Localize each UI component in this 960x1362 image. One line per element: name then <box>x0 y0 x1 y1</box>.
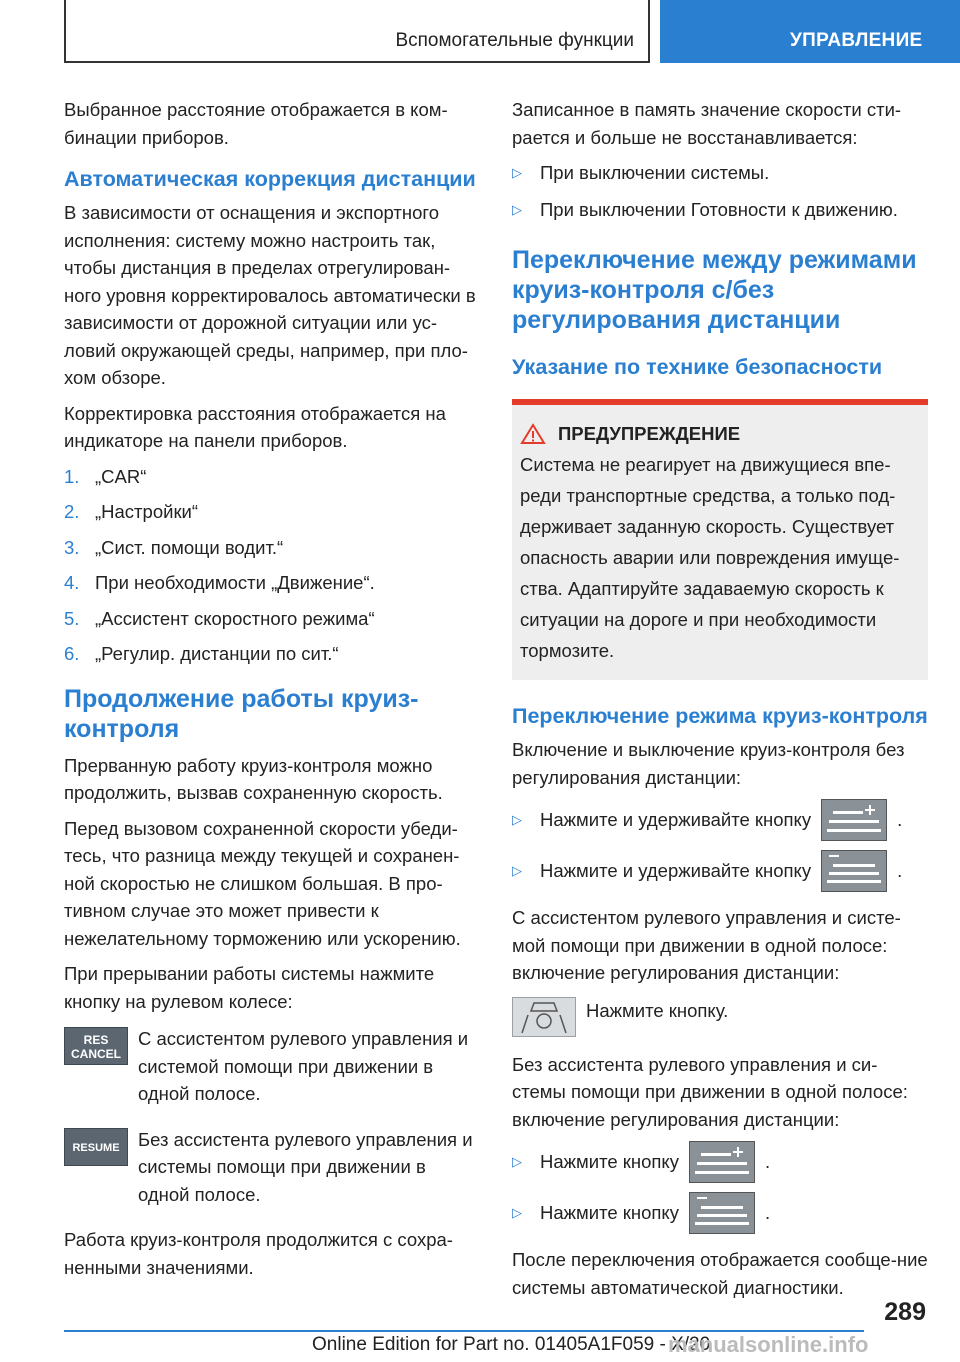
continue-paragraph-2: Перед вызовом сохраненной скорости убеди-тесь, что разница между текущей и сохранен-ной скоростью не слишком большая. В про-тивном случае это может привести к нежелательному торможению или ускорению. <box>64 817 461 949</box>
warning-box <box>512 399 928 680</box>
heading-switch-modes: Переключение между режимами круиз-контроля с/без регулирования дистанции <box>512 246 917 334</box>
warning-header <box>520 423 920 445</box>
header-section-box <box>64 0 650 63</box>
res-cancel-button-image: RES CANCEL <box>64 1027 128 1065</box>
resume-text: Без ассистента рулевого управления и системы помощи при движении в одной полосе. <box>138 1128 473 1205</box>
intro-text: Выбранное расстояние отображается в ком-бинации приборов. <box>64 99 448 148</box>
continue-paragraph-3: При прерывании работы системы нажмите кнопку на рулевом колесе: <box>64 963 435 1012</box>
mode-paragraph-2: С ассистентом рулевого управления и систе-мой помощи при движении в одной полосе: включение регулирования дистанции: <box>512 907 901 983</box>
list-item: 3. „Сист. помощи водит.“ <box>64 536 284 558</box>
list-item: ▷ Нажмите и удерживайте кнопку . <box>512 850 928 892</box>
page-number: 289 <box>884 1298 926 1326</box>
cruise-minus-icon <box>689 1192 755 1234</box>
res-cancel-text: С ассистентом рулевого управления и системой помощи при движении в одной полосе. <box>138 1028 469 1104</box>
mode-hold-list <box>512 799 928 892</box>
header-section-title: Вспомогательные функции <box>395 30 634 51</box>
resume-button-image: RESUME <box>64 1128 128 1166</box>
warning-title: ПРЕДУПРЕЖДЕНИЕ <box>558 423 741 444</box>
list-item: 6. „Регулир. дистанции по сит.“ <box>64 643 339 664</box>
list-item: 2. „Настройки“ <box>64 501 199 522</box>
list-item: ▷ Нажмите и удерживайте кнопку . <box>512 799 928 841</box>
triangle-bullet-icon: ▷ <box>512 812 522 828</box>
footer-edition: Online Edition for Part no. 01405A1F059 - X/20 <box>312 1334 711 1355</box>
triangle-bullet-icon: ▷ <box>512 863 522 879</box>
warning-text: Система не реагирует на движущиеся впе-реди транспортные средства, а только под-держивает заданную скорость. Существует опасность аварии или повреждения имуще-ства. Адаптируйте задаваемую скорость к ситуации на дороге и при необходимости тормозите. <box>520 454 900 661</box>
list-item: ▷ При выключении системы. <box>512 159 928 187</box>
list-item: ▷ Нажмите кнопку . <box>512 1141 928 1183</box>
right-column <box>512 96 928 1309</box>
cruise-minus-icon <box>821 850 887 892</box>
footer-watermark: manualsonline.info <box>668 1332 869 1357</box>
auto-paragraph-1: В зависимости от оснащения и экспортного исполнения: систему можно настроить так, чтобы дистанция в пределах отрегулирован-ного уровня корректировалось автоматически в зависимости от дорожной ситуации или ус-ловий окружающей среды, например, при пло-хом обзоре. <box>64 202 476 388</box>
triangle-bullet-icon: ▷ <box>512 1205 522 1221</box>
lane-assist-text: Нажмите кнопку. <box>586 999 729 1021</box>
erase-list <box>512 159 928 223</box>
list-item: ▷ При выключении Готовности к движению. <box>512 196 928 224</box>
heading-mode-switch: Переключение режима круиз-контроля <box>512 704 928 728</box>
continue-paragraph-4: Работа круиз-контроля продолжится с сохра-ненными значениями. <box>64 1229 453 1278</box>
resume-block <box>64 1126 478 1209</box>
header-chapter-tab[interactable] <box>660 0 960 63</box>
continue-paragraph-1: Прерванную работу круиз-контроля можно продолжить, вызвав сохраненную скорость. <box>64 754 443 803</box>
auto-paragraph-2: Корректировка расстояния отображается на индикаторе на панели приборов. <box>64 402 446 451</box>
cruise-plus-icon <box>821 799 887 841</box>
header-chapter-title: УПРАВЛЕНИЕ <box>790 30 923 51</box>
heading-auto-correction: Автоматическая коррекция дистанции <box>64 167 476 191</box>
res-cancel-block <box>64 1025 478 1108</box>
triangle-bullet-icon: ▷ <box>512 165 522 180</box>
heading-safety: Указание по технике безопасности <box>512 355 883 379</box>
triangle-bullet-icon: ▷ <box>512 1154 522 1170</box>
heading-continue: Продолжение работы круиз-контроля <box>64 684 419 743</box>
warning-triangle-icon <box>520 423 546 445</box>
mode-press-list <box>512 1141 928 1234</box>
mode-paragraph-3: Без ассистента рулевого управления и си-стемы помощи при движении в одной полосе: включение регулирования дистанции: <box>512 1053 908 1130</box>
triangle-bullet-icon: ▷ <box>512 201 522 217</box>
lane-assist-block <box>512 997 928 1037</box>
mode-paragraph-1: Включение и выключение круиз-контроля без регулирования дистанции: <box>512 739 905 788</box>
lane-assist-icon <box>512 997 576 1037</box>
list-item: 4. При необходимости „Движение“. <box>64 572 375 593</box>
list-item: 5. „Ассистент скоростного режима“ <box>64 607 375 629</box>
steps-list <box>64 463 478 668</box>
final-paragraph: После переключения отображается сообще-ние системы автоматической диагностики. <box>512 1249 928 1298</box>
list-item: 1. „CAR“ <box>64 465 147 487</box>
list-item: ▷ Нажмите кнопку . <box>512 1192 928 1234</box>
cruise-plus-icon <box>689 1141 755 1183</box>
left-column <box>64 96 478 1289</box>
erase-paragraph: Записанное в память значение скорости сти-рается и больше не восстанавливается: <box>512 99 902 148</box>
